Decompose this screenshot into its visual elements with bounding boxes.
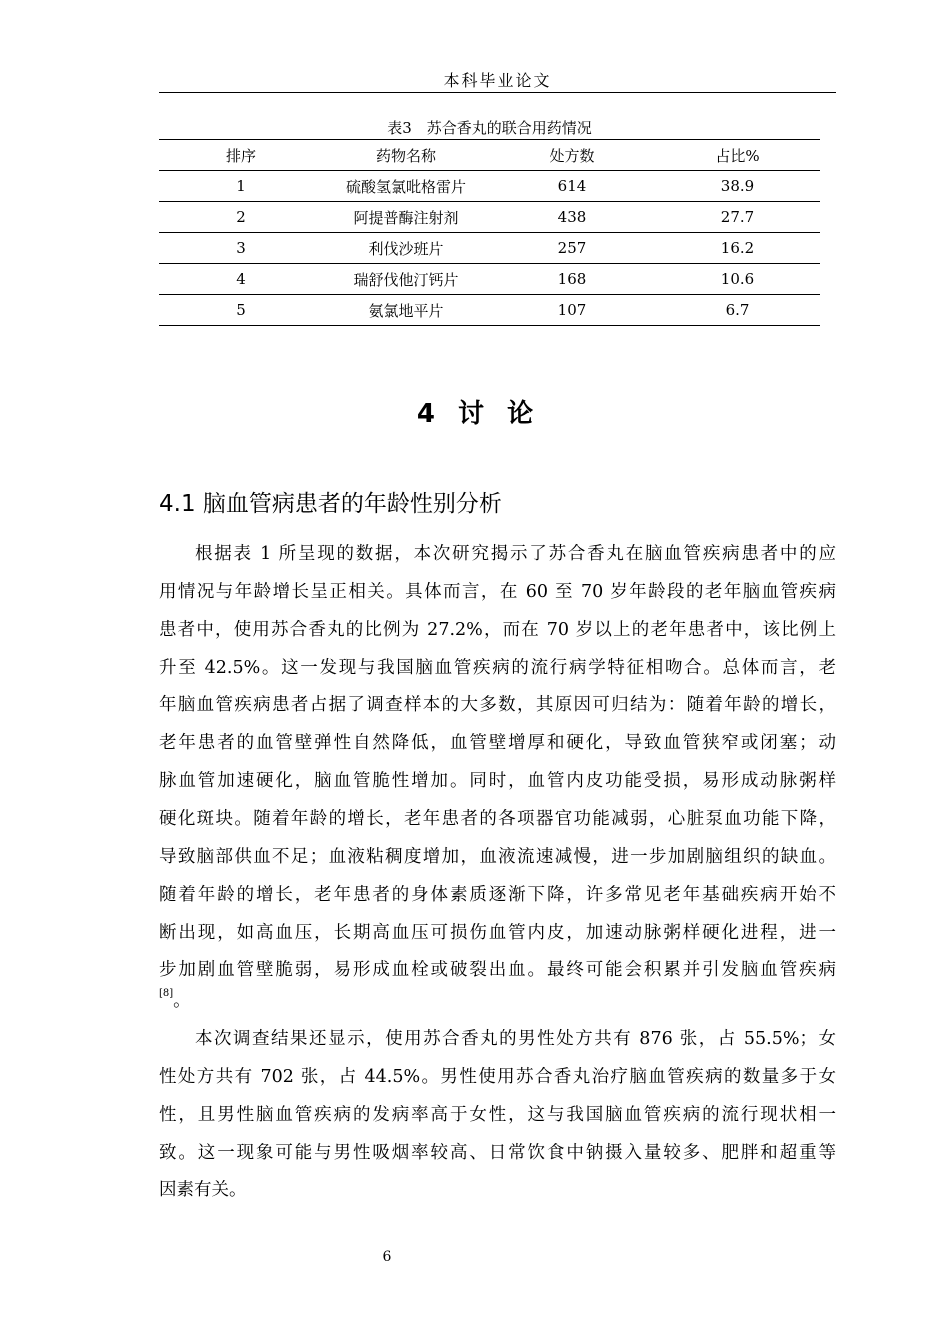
table-cell: 硫酸氢氯吡格雷片 <box>323 171 489 202</box>
table-cell: 10.6 <box>655 264 820 295</box>
table-cell: 1 <box>159 171 323 202</box>
table-row <box>159 264 820 295</box>
combination-drug-table <box>159 139 820 326</box>
citation-ref: [8] <box>159 988 174 1000</box>
table-row <box>159 233 820 264</box>
table-cell: 438 <box>489 202 655 233</box>
paragraph-line: 根据表 1 所呈现的数据，本次研究揭示了苏合香丸在脑血管疾病患者中的应 <box>195 544 836 564</box>
paragraph-line: 老年患者的血管壁弹性自然降低，血管壁增厚和硬化，导致血管狭窄或闭塞；动 <box>159 733 836 754</box>
paragraph-line: 患者中，使用苏合香丸的比例为 27.2%，而在 70 岁以上的老年患者中，该比例上 <box>159 619 836 640</box>
paragraph-line: 断出现，如高血压，长期高血压可损伤血管内皮，加速动脉粥样硬化进程，进一 <box>159 922 836 943</box>
paragraph-line: 脉血管加速硬化，脑血管脆性增加。同时，血管内皮功能受损，易形成动脉粥样 <box>159 771 836 792</box>
table-cell: 107 <box>489 295 655 326</box>
table-cell: 2 <box>159 202 323 233</box>
paragraph-line: 硬化斑块。随着年龄的增长，老年患者的各项器官功能减弱，心脏泵血功能下降， <box>159 808 836 829</box>
table-cell: 瑞舒伐他汀钙片 <box>323 264 489 295</box>
paragraph-line: 本次调查结果还显示，使用苏合香丸的男性处方共有 876 张，占 55.5%；女 <box>195 1029 836 1050</box>
table-row <box>159 171 820 202</box>
sentence-end: 。 <box>173 991 191 1012</box>
chapter-heading: 4 讨 论 <box>416 399 534 429</box>
table-cell: 168 <box>489 264 655 295</box>
section-heading: 4.1 脑血管病患者的年龄性别分析 <box>159 491 502 517</box>
paragraph-line: 步加剧血管壁脆弱，易形成血栓或破裂出血。最终可能会积累并引发脑血管疾病 <box>159 960 836 981</box>
table-cell: 27.7 <box>655 202 820 233</box>
table-cell: 5 <box>159 295 323 326</box>
running-header: 本科毕业论文 <box>443 71 552 90</box>
paragraph-line: 随着年龄的增长，老年患者的身体素质逐渐下降，许多常见老年基础疾病开始不 <box>159 884 836 905</box>
table-cell: 614 <box>489 171 655 202</box>
paragraph-line: 升至 42.5%。这一发现与我国脑血管疾病的流行病学特征相吻合。总体而言，老 <box>159 657 836 678</box>
table-cell: 阿提普酶注射剂 <box>323 202 489 233</box>
paragraph-line: 性，且男性脑血管疾病的发病率高于女性，这与我国脑血管疾病的流行现状相一 <box>159 1104 836 1125</box>
column-header: 药物名称 <box>323 140 489 171</box>
paragraph-line: 致。这一现象可能与男性吸烟率较高、日常饮食中钠摄入量较多、肥胖和超重等 <box>159 1142 836 1163</box>
column-header: 处方数 <box>489 140 655 171</box>
table-cell: 3 <box>159 233 323 264</box>
table-row <box>159 202 820 233</box>
paragraph-line: 用情况与年龄增长呈正相关。具体而言，在 60 至 70 岁年龄段的老年脑血管疾病 <box>159 581 836 602</box>
table-row <box>159 295 820 326</box>
column-header: 排序 <box>159 140 323 171</box>
table-cell: 16.2 <box>655 233 820 264</box>
citation-line <box>159 989 836 1013</box>
table-cell: 利伐沙班片 <box>323 233 489 264</box>
column-header: 占比% <box>655 140 820 171</box>
page-number: 6 <box>382 1249 392 1265</box>
table-cell: 257 <box>489 233 655 264</box>
paragraph-line: 导致脑部供血不足；血液粘稠度增加，血液流速减慢，进一步加剧脑组织的缺血。 <box>159 846 836 867</box>
paragraph-line: 因素有关。 <box>159 1180 247 1201</box>
table-header-row <box>159 140 820 171</box>
table-cell: 6.7 <box>655 295 820 326</box>
header-rule <box>159 92 836 93</box>
table-caption: 表3 苏合香丸的联合用药情况 <box>387 119 592 137</box>
table-cell: 氨氯地平片 <box>323 295 489 326</box>
paragraph-line: 年脑血管疾病患者占据了调查样本的大多数，其原因可归结为：随着年龄的增长， <box>159 695 836 716</box>
table-cell: 4 <box>159 264 323 295</box>
table-cell: 38.9 <box>655 171 820 202</box>
paragraph-line: 性处方共有 702 张，占 44.5%。男性使用苏合香丸治疗脑血管疾病的数量多于女 <box>159 1066 836 1087</box>
